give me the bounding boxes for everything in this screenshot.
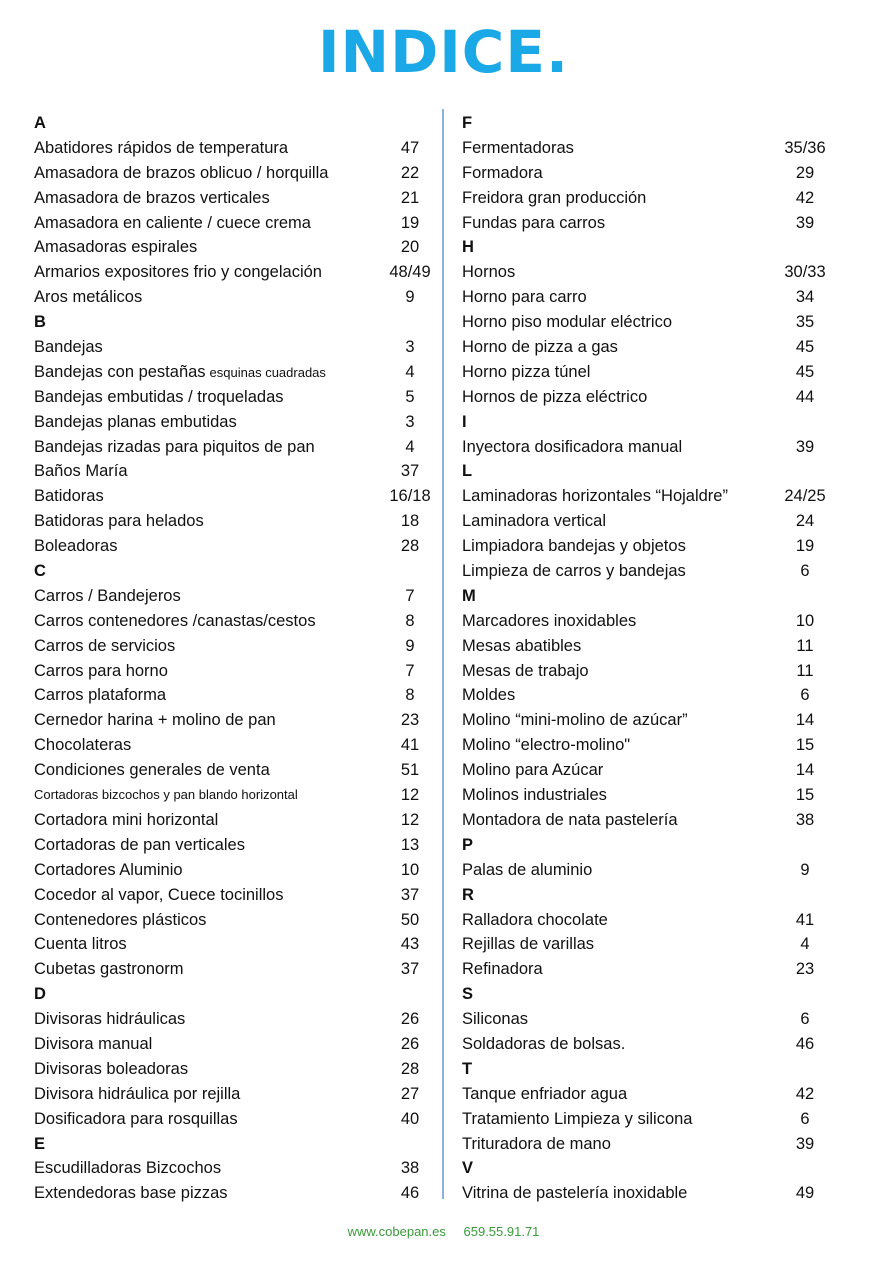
entry-label: Carros de servicios bbox=[34, 636, 176, 655]
entry-label: Baños María bbox=[34, 462, 128, 481]
entry-page-number: 6 bbox=[800, 686, 810, 705]
entry-label: Horno para carro bbox=[462, 288, 587, 307]
entry-label: Tratamiento Limpieza y silicona bbox=[462, 1109, 693, 1128]
entry-page-number: 24 bbox=[795, 512, 815, 531]
entry-label: Carros plataforma bbox=[34, 686, 167, 705]
entry-page-number: 23 bbox=[795, 960, 815, 979]
entry-label: Freidora gran producción bbox=[462, 188, 647, 207]
entry-page-number: 37 bbox=[400, 960, 420, 979]
index-entry bbox=[462, 186, 834, 211]
entry-page-number: 35 bbox=[795, 313, 815, 332]
index-entry bbox=[462, 957, 834, 982]
entry-page-number: 48/49 bbox=[389, 263, 431, 282]
index-entry bbox=[34, 335, 434, 360]
entry-page-number: 51 bbox=[400, 761, 420, 780]
entry-page-number: 3 bbox=[405, 412, 415, 431]
entry-page-number: 45 bbox=[795, 338, 815, 357]
index-entry bbox=[34, 1156, 434, 1181]
entry-page-number: 39 bbox=[795, 437, 815, 456]
entry-label: Carros / Bandejeros bbox=[34, 586, 181, 605]
index-entry bbox=[34, 136, 434, 161]
entry-note: esquinas cuadradas bbox=[209, 364, 326, 380]
entry-label: Moldes bbox=[462, 686, 516, 705]
entry-label: Siliconas bbox=[462, 1010, 529, 1029]
index-entry bbox=[462, 136, 834, 161]
entry-page-number: 11 bbox=[796, 636, 814, 655]
letter-label: D bbox=[34, 985, 46, 1004]
entry-label: Horno piso modular eléctrico bbox=[462, 313, 673, 332]
index-entry bbox=[462, 683, 834, 708]
entry-label: Amasadoras espirales bbox=[34, 238, 198, 257]
entry-label: Refinadora bbox=[462, 960, 543, 979]
index-entry bbox=[34, 1007, 434, 1032]
entry-page-number: 27 bbox=[400, 1084, 420, 1103]
entry-label: Abatidores rápidos de temperatura bbox=[34, 138, 289, 157]
entry-page-number: 19 bbox=[400, 213, 420, 232]
entry-label: Cubetas gastronorm bbox=[34, 960, 184, 979]
index-entry bbox=[34, 435, 434, 460]
letter-label: H bbox=[462, 238, 474, 257]
entry-label: Dosificadora para rosquillas bbox=[34, 1109, 238, 1128]
entry-page-number: 6 bbox=[800, 562, 810, 581]
index-entry bbox=[34, 260, 434, 285]
letter-label: A bbox=[34, 114, 46, 132]
entry-page-number: 4 bbox=[405, 362, 415, 381]
index-entry bbox=[34, 235, 434, 260]
entry-page-number: 11 bbox=[796, 661, 814, 680]
index-entry bbox=[34, 285, 434, 310]
letter-label: L bbox=[462, 462, 473, 481]
index-entry bbox=[34, 783, 434, 808]
entry-label: Formadora bbox=[462, 163, 543, 182]
index-entry bbox=[34, 385, 434, 410]
entry-page-number: 7 bbox=[405, 586, 415, 605]
entry-page-number: 9 bbox=[800, 860, 810, 879]
letter-label: B bbox=[34, 313, 46, 332]
entry-page-number: 18 bbox=[400, 512, 420, 531]
entry-page-number: 41 bbox=[400, 736, 420, 755]
entry-label: Limpieza de carros y bandejas bbox=[462, 562, 686, 581]
entry-label: Laminadoras horizontales “Hojaldre” bbox=[462, 487, 728, 506]
index-letter-heading bbox=[34, 982, 434, 1007]
index-entry bbox=[34, 932, 434, 957]
entry-page-number: 23 bbox=[400, 711, 420, 730]
entry-label: Tanque enfriador agua bbox=[462, 1084, 628, 1103]
index-entry bbox=[462, 260, 834, 285]
entry-label: Trituradora de mano bbox=[462, 1134, 611, 1153]
entry-label: Batidoras bbox=[34, 487, 104, 506]
index-entry bbox=[462, 634, 834, 659]
index-entry bbox=[34, 634, 434, 659]
entry-label: Boleadoras bbox=[34, 537, 118, 556]
entry-page-number: 15 bbox=[795, 736, 815, 755]
entry-label: Cuenta litros bbox=[34, 935, 127, 954]
index-entry bbox=[34, 659, 434, 684]
entry-label: Amasadora de brazos verticales bbox=[34, 188, 270, 207]
entry-page-number: 10 bbox=[400, 860, 420, 879]
entry-label: Horno de pizza a gas bbox=[462, 338, 618, 357]
entry-label: Cocedor al vapor, Cuece tocinillos bbox=[34, 885, 284, 904]
entry-label: Limpiadora bandejas y objetos bbox=[462, 537, 686, 556]
entry-label: Cortadora mini horizontal bbox=[34, 810, 219, 829]
index-entry bbox=[462, 1107, 834, 1132]
index-entry bbox=[462, 285, 834, 310]
letter-label: P bbox=[462, 835, 474, 854]
index-entry bbox=[462, 1032, 834, 1057]
index-entry bbox=[34, 1082, 434, 1107]
entry-page-number: 22 bbox=[400, 163, 420, 182]
entry-label: Condiciones generales de venta bbox=[34, 761, 270, 780]
entry-label: Molino “mini-molino de azúcar” bbox=[462, 711, 688, 730]
entry-label: Montadora de nata pastelería bbox=[462, 810, 678, 829]
entry-page-number: 4 bbox=[800, 935, 810, 954]
entry-label-with-note bbox=[34, 360, 326, 386]
entry-page-number: 14 bbox=[795, 711, 815, 730]
entry-label: Contenedores plásticos bbox=[34, 910, 207, 929]
entry-page-number: 21 bbox=[400, 188, 420, 207]
entry-page-number: 28 bbox=[400, 1059, 420, 1078]
letter-label: V bbox=[462, 1159, 474, 1178]
entry-page-number: 26 bbox=[400, 1010, 420, 1029]
index-entry bbox=[462, 1082, 834, 1107]
index-entry bbox=[34, 908, 434, 933]
index-entry bbox=[462, 1007, 834, 1032]
index-entry bbox=[34, 1057, 434, 1082]
entry-label: Fundas para carros bbox=[462, 213, 606, 232]
index-letter-heading bbox=[462, 235, 834, 260]
index-entry bbox=[462, 708, 834, 733]
entry-label: Ralladora chocolate bbox=[462, 910, 608, 929]
entry-page-number: 40 bbox=[400, 1109, 420, 1128]
index-letter-heading bbox=[34, 310, 434, 335]
entry-page-number: 10 bbox=[795, 611, 815, 630]
index-letter-heading bbox=[462, 982, 834, 1007]
entry-page-number: 26 bbox=[400, 1034, 420, 1053]
entry-page-number: 38 bbox=[795, 810, 815, 829]
index-entry bbox=[34, 459, 434, 484]
footer bbox=[0, 1222, 887, 1242]
index-letter-heading bbox=[462, 410, 834, 435]
index-entry bbox=[34, 161, 434, 186]
index-letter-heading bbox=[34, 559, 434, 584]
index-entry bbox=[462, 435, 834, 460]
index-entry bbox=[34, 410, 434, 435]
index-entry bbox=[34, 211, 434, 236]
entry-page-number: 34 bbox=[795, 288, 815, 307]
index-letter-heading bbox=[34, 1132, 434, 1157]
index-entry bbox=[34, 534, 434, 559]
index-entry bbox=[34, 1181, 434, 1206]
entry-label: Rejillas de varillas bbox=[462, 935, 595, 954]
entry-page-number: 24/25 bbox=[784, 487, 826, 506]
entry-label: Cortadoras de pan verticales bbox=[34, 835, 245, 854]
entry-page-number: 19 bbox=[795, 537, 815, 556]
index-entry bbox=[462, 659, 834, 684]
entry-label: Amasadora de brazos oblicuo / horquilla bbox=[34, 163, 329, 182]
entry-label: Carros contenedores /canastas/cestos bbox=[34, 611, 316, 630]
letter-label: F bbox=[462, 114, 473, 132]
entry-page-number: 50 bbox=[400, 910, 420, 929]
letter-label: E bbox=[34, 1134, 46, 1153]
index-entry bbox=[34, 957, 434, 982]
entry-page-number: 46 bbox=[795, 1034, 815, 1053]
index-entry bbox=[34, 758, 434, 783]
entry-page-number: 8 bbox=[405, 611, 415, 630]
entry-label: Cortadoras bizcochos y pan blando horizontal bbox=[34, 787, 298, 803]
entry-label: Aros metálicos bbox=[34, 288, 143, 307]
index-entry bbox=[462, 1132, 834, 1157]
entry-label: Bandejas con pestañas bbox=[34, 362, 206, 381]
entry-page-number: 49 bbox=[795, 1184, 815, 1203]
index-entry bbox=[462, 335, 834, 360]
entry-page-number: 8 bbox=[405, 686, 415, 705]
entry-label: Inyectora dosificadora manual bbox=[462, 437, 683, 456]
entry-page-number: 37 bbox=[400, 885, 420, 904]
entry-label: Horno pizza túnel bbox=[462, 362, 591, 381]
index-entry bbox=[462, 758, 834, 783]
entry-label: Divisora hidráulica por rejilla bbox=[34, 1084, 241, 1103]
index-entry bbox=[34, 609, 434, 634]
entry-label: Bandejas rizadas para piquitos de pan bbox=[34, 437, 315, 456]
entry-page-number: 12 bbox=[400, 810, 420, 829]
index-entry bbox=[34, 883, 434, 908]
entry-page-number: 15 bbox=[795, 786, 815, 805]
entry-label: Hornos bbox=[462, 263, 516, 282]
entry-page-number: 30/33 bbox=[784, 263, 826, 282]
entry-label: Amasadora en caliente / cuece crema bbox=[34, 213, 311, 232]
entry-label: Divisoras boleadoras bbox=[34, 1059, 189, 1078]
letter-label: T bbox=[462, 1059, 473, 1078]
index-entry bbox=[34, 683, 434, 708]
entry-page-number: 9 bbox=[405, 288, 415, 307]
entry-page-number: 7 bbox=[405, 661, 415, 680]
entry-label: Extendedoras base pizzas bbox=[34, 1184, 228, 1203]
index-entry bbox=[462, 385, 834, 410]
entry-page-number: 29 bbox=[795, 163, 815, 182]
index-entry bbox=[462, 360, 834, 385]
entry-label: Bandejas planas embutidas bbox=[34, 412, 237, 431]
entry-label: Molinos industriales bbox=[462, 786, 607, 805]
entry-label: Molino para Azúcar bbox=[462, 761, 604, 780]
index-entry bbox=[34, 808, 434, 833]
index-entry bbox=[462, 310, 834, 335]
entry-label: Divisora manual bbox=[34, 1034, 153, 1053]
letter-label: C bbox=[34, 562, 46, 581]
index-column-left bbox=[34, 111, 434, 1206]
entry-page-number: 42 bbox=[795, 188, 815, 207]
entry-page-number: 9 bbox=[405, 636, 415, 655]
entry-page-number: 47 bbox=[400, 138, 420, 157]
index-column-right bbox=[462, 111, 834, 1206]
entry-label: Batidoras para helados bbox=[34, 512, 204, 531]
index-entry bbox=[462, 858, 834, 883]
entry-page-number: 44 bbox=[795, 387, 815, 406]
index-entry bbox=[462, 733, 834, 758]
index-entry bbox=[462, 484, 834, 509]
index-letter-heading bbox=[462, 833, 834, 858]
entry-page-number: 12 bbox=[400, 786, 420, 805]
entry-page-number: 35/36 bbox=[784, 138, 826, 157]
index-entry bbox=[34, 360, 434, 385]
entry-page-number: 6 bbox=[800, 1010, 810, 1029]
index-letter-heading bbox=[462, 459, 834, 484]
index-entry bbox=[34, 733, 434, 758]
index-letter-heading bbox=[462, 1057, 834, 1082]
entry-label: Palas de aluminio bbox=[462, 860, 593, 879]
entry-page-number: 45 bbox=[795, 362, 815, 381]
entry-label: Soldadoras de bolsas. bbox=[462, 1034, 626, 1053]
entry-page-number: 4 bbox=[405, 437, 415, 456]
index-entry bbox=[462, 559, 834, 584]
letter-label: I bbox=[462, 412, 467, 431]
footer-website[interactable]: www.cobepan.es bbox=[347, 1224, 446, 1239]
entry-page-number: 13 bbox=[400, 835, 420, 854]
entry-page-number: 39 bbox=[795, 1134, 815, 1153]
index-entry bbox=[34, 484, 434, 509]
entry-page-number: 41 bbox=[795, 910, 815, 929]
index-letter-heading bbox=[34, 111, 434, 136]
index-entry bbox=[462, 211, 834, 236]
entry-label: Fermentadoras bbox=[462, 138, 574, 157]
entry-label: Mesas de trabajo bbox=[462, 661, 589, 680]
letter-label: M bbox=[462, 586, 476, 605]
entry-label: Hornos de pizza eléctrico bbox=[462, 387, 648, 406]
index-entry bbox=[462, 908, 834, 933]
index-entry bbox=[34, 1107, 434, 1132]
index-entry bbox=[462, 932, 834, 957]
index-entry bbox=[462, 1181, 834, 1206]
entry-page-number: 6 bbox=[800, 1109, 810, 1128]
entry-label: Cernedor harina + molino de pan bbox=[34, 711, 276, 730]
entry-page-number: 38 bbox=[400, 1159, 420, 1178]
entry-page-number: 14 bbox=[795, 761, 815, 780]
entry-page-number: 46 bbox=[400, 1184, 420, 1203]
index-letter-heading bbox=[462, 584, 834, 609]
entry-page-number: 37 bbox=[400, 462, 420, 481]
index-entry bbox=[462, 161, 834, 186]
index-entry bbox=[34, 186, 434, 211]
index-entry bbox=[462, 534, 834, 559]
entry-label: Laminadora vertical bbox=[462, 512, 606, 531]
page-title: INDICE. bbox=[317, 18, 570, 86]
index-letter-heading bbox=[462, 111, 834, 136]
entry-label: Escudilladoras Bizcochos bbox=[34, 1159, 222, 1178]
entry-page-number: 20 bbox=[400, 238, 420, 257]
entry-label: Carros para horno bbox=[34, 661, 168, 680]
column-divider bbox=[442, 109, 444, 1199]
entry-label: Chocolateras bbox=[34, 736, 132, 755]
index-entry bbox=[462, 783, 834, 808]
index-entry bbox=[462, 808, 834, 833]
index-entry bbox=[462, 509, 834, 534]
entry-page-number: 5 bbox=[405, 387, 415, 406]
index-entry bbox=[34, 833, 434, 858]
index-entry bbox=[462, 609, 834, 634]
entry-label: Cortadores Aluminio bbox=[34, 860, 183, 879]
index-entry bbox=[34, 708, 434, 733]
index-entry bbox=[34, 1032, 434, 1057]
entry-label: Bandejas embutidas / troqueladas bbox=[34, 387, 284, 406]
index-entry bbox=[34, 509, 434, 534]
entry-page-number: 3 bbox=[405, 338, 415, 357]
index-entry bbox=[34, 584, 434, 609]
entry-page-number: 28 bbox=[400, 537, 420, 556]
letter-label: R bbox=[462, 885, 474, 904]
entry-page-number: 39 bbox=[795, 213, 815, 232]
entry-page-number: 16/18 bbox=[389, 487, 431, 506]
entry-label: Molino “electro-molino" bbox=[462, 736, 631, 755]
entry-label: Armarios expositores frio y congelación bbox=[34, 263, 322, 282]
footer-phone: 659.55.91.71 bbox=[463, 1224, 540, 1239]
entry-page-number: 43 bbox=[400, 935, 420, 954]
index-letter-heading bbox=[462, 883, 834, 908]
entry-label: Marcadores inoxidables bbox=[462, 611, 637, 630]
entry-label: Vitrina de pastelería inoxidable bbox=[462, 1184, 688, 1203]
entry-label: Mesas abatibles bbox=[462, 636, 582, 655]
index-entry bbox=[34, 858, 434, 883]
entry-label: Bandejas bbox=[34, 338, 103, 357]
letter-label: S bbox=[462, 985, 474, 1004]
entry-page-number: 42 bbox=[795, 1084, 815, 1103]
index-letter-heading bbox=[462, 1156, 834, 1181]
entry-label: Divisoras hidráulicas bbox=[34, 1010, 186, 1029]
